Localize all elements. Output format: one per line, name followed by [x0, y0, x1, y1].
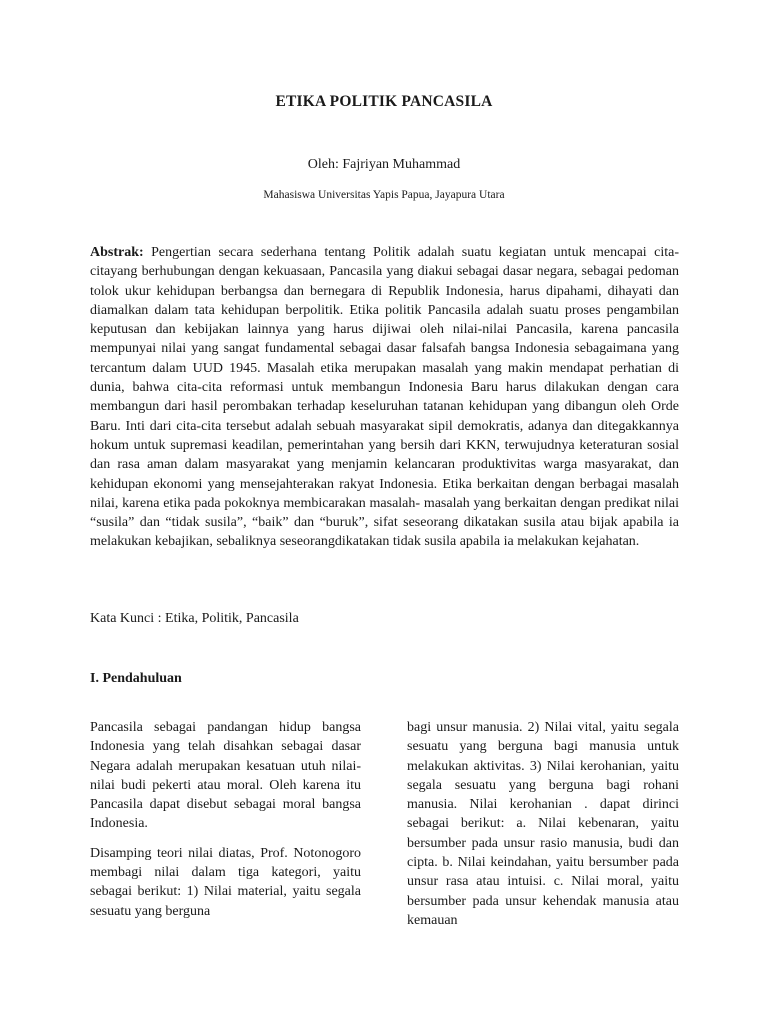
- body-paragraph: Disamping teori nilai diatas, Prof. Notonogoro membagi nilai dalam tiga kategori, yaitu sebagai berikut: 1) Nilai material, yaitu segala sesuatu yang berguna: [90, 845, 361, 919]
- section-heading-introduction: I. Pendahuluan: [90, 671, 182, 686]
- author-line: Oleh: Fajriyan Muhammad: [307, 157, 461, 172]
- abstract-paragraph: [90, 243, 679, 552]
- abstract-text: Pengertian secara sederhana tentang Politik adalah suatu kegiatan untuk mencapai cita-citayang berhubungan dengan kekuasaan, Pancasila yang diakui sebagai dasar negara, sebagai pedoman tolok ukur kehidupan berbangsa dan bernegara di Republik Indonesia, harus dipahami, dihayati dan diamalkan dalam tata kehidupan berpolitik. Etika politik Pancasila adalah suatu proses pengambilan keputusan dan kebijakan lainnya yang harus dijiwai oleh nilai-nilai Pancasila, karena pancasila mempunyai nilai yang sangat fundamental sebagai dasar falsafah bangsa Indonesia sebagaimana yang tercantum dalam UUD 1945. Masalah etika merupakan masalah yang makin mendapat perhatian di dunia, bahwa cita-cita reformasi untuk membangun Indonesia Baru harus dilakukan dengan cara membangun dari hasil perombakan terhadap keseluruhan tatanan kehidupan yang dibangun oleh Orde Baru. Inti dari cita-cita tersebut adalah sebuah masyarakat sipil demokratis, adanya dan ditegakkannya hokum untuk supremasi keadilan, pemerintahan yang bersih dari KKN, terwujudnya keteraturan sosial dan rasa aman dalam masyarakat yang menjamin kelancaran produktivitas warga masyarakat, dan kehidupan ekonomi yang mensejahterakan rakyat Indonesia. Etika berkaitan dengan berbagai masalah nilai, karena etika pada pokoknya membicarakan masalah- masalah yang berkaitan dengan predikat nilai “susila” dan “tidak susila”, “baik” dan “buruk”, sifat seseorang dikatakan susila atau bijak apabila ia melakukan kebajikan, sebaliknya seseorangdikatakan tidak susila apabila ia melakukan kejahatan.: [90, 245, 679, 550]
- body-column-right: [407, 718, 679, 930]
- paper-title: ETIKA POLITIK PANCASILA: [275, 93, 493, 110]
- abstract-label: Abstrak:: [90, 245, 144, 260]
- affiliation-line: Mahasiswa Universitas Yapis Papua, Jayapura Utara: [263, 189, 505, 201]
- keywords-line: Kata Kunci : Etika, Politik, Pancasila: [90, 611, 299, 626]
- body-column-left: [90, 718, 361, 921]
- body-paragraph: bagi unsur manusia. 2) Nilai vital, yaitu segala sesuatu yang berguna bagi manusia untuk melakukan aktivitas. 3) Nilai kerohanian, yaitu segala sesuatu yang berguna bagi rohani manusia. Nilai kerohanian . dapat dirinci sebagai berikut: a. Nilai kebenaran, yaitu bersumber pada unsur rasio manusia, budi dan cipta. b. Nilai keindahan, yaitu bersumber pada unsur rasa atau intuisi. c. Nilai moral, yaitu bersumber pada unsur kehendak manusia atau kemauan: [407, 720, 679, 928]
- body-paragraph: Pancasila sebagai pandangan hidup bangsa Indonesia yang telah disahkan sebagai dasar Negara adalah merupakan kesatuan utuh nilai-nilai budi pekerti atau moral. Oleh karena itu Pancasila dapat disebut sebagai moral bangsa Indonesia.: [90, 720, 361, 832]
